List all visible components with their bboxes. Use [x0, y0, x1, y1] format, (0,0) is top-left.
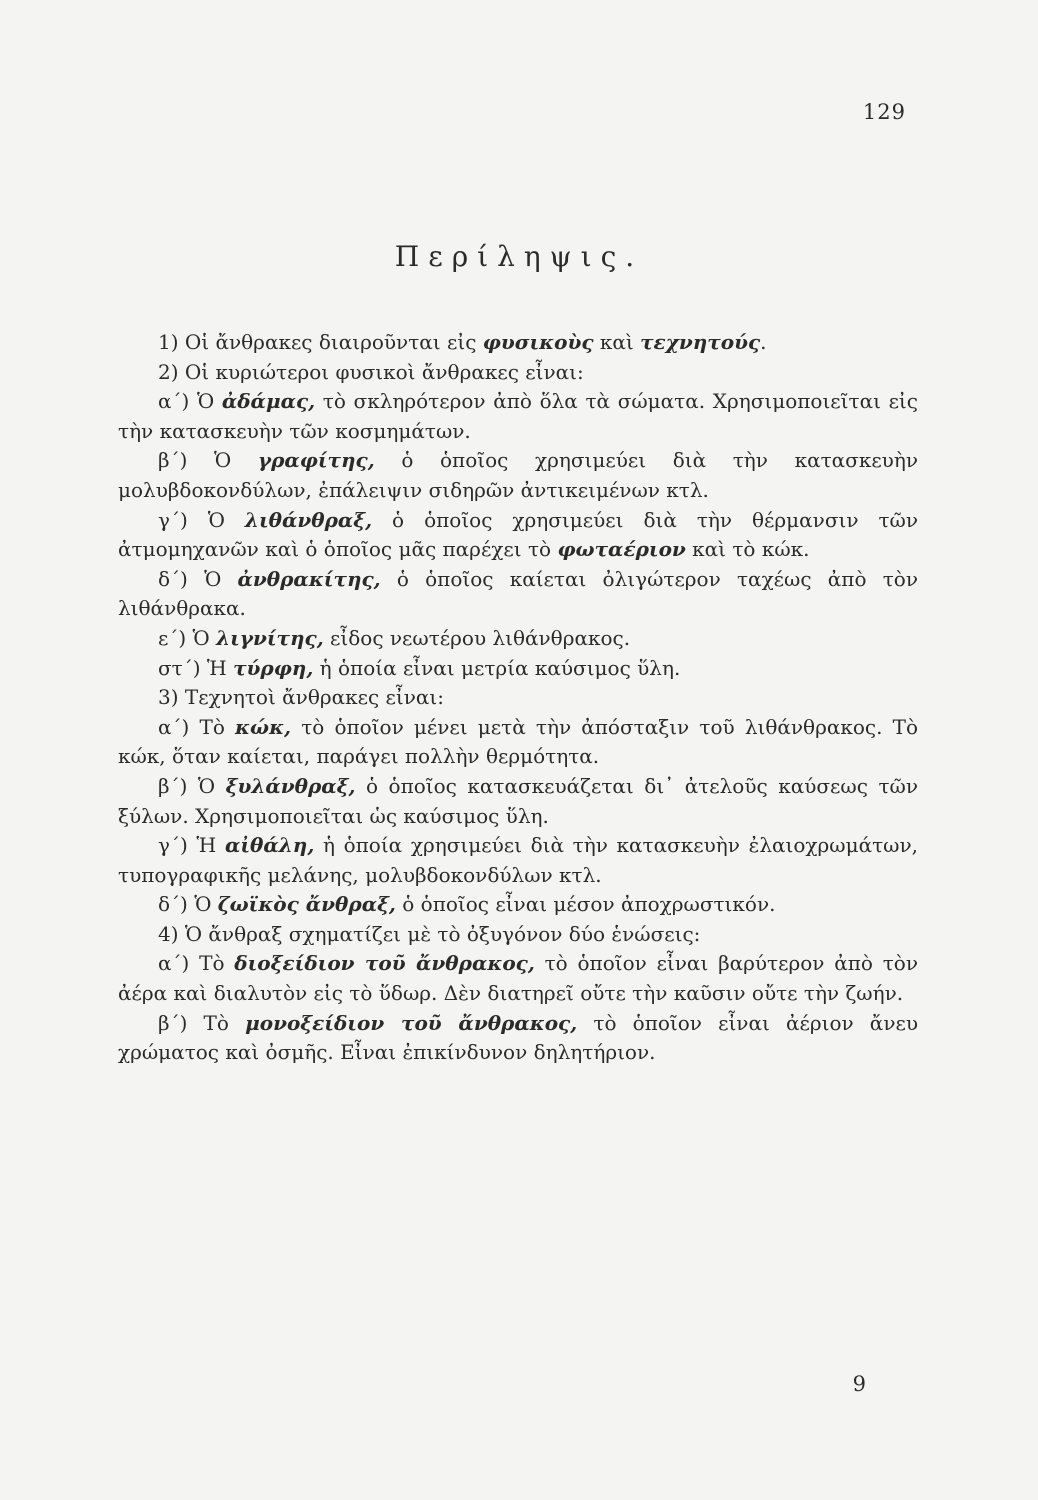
paragraph: 3) Τεχνητοὶ ἄνθρακες εἶναι:: [158, 685, 444, 710]
paragraph: 4) Ὁ ἄνθραξ σχηματίζει μὲ τὸ ὀξυγόνον δύο ἑνώσεις:: [158, 921, 701, 946]
signature-mark: 9: [852, 1372, 866, 1396]
paragraph: γ´) Ὁ λιθάνθραξ, ὁ ὁποῖος χρησιμεύει διὰ τὴν θέρμανσιν τῶν ἀτμομηχανῶν καὶ ὁ ὁποῖος μᾶς παρέχει τὸ φωταέριον καὶ τὸ κώκ.: [118, 507, 918, 562]
paragraph: 2) Οἱ κυριώτεροι φυσικοὶ ἄνθρακες εἶναι:: [158, 359, 584, 384]
paragraph: α´) Τὸ διοξείδιον τοῦ ἄνθρακος, τὸ ὁποῖον εἶναι βαρύτερον ἀπὸ τὸν ἀέρα καὶ διαλυτὸν εἰς τὸ ὕδωρ. Δὲν διατηρεῖ οὔτε τὴν καῦσιν οὔτε τὴν ζωήν.: [118, 951, 918, 1006]
paragraph: α´) Τὸ κώκ, τὸ ὁποῖον μένει μετὰ τὴν ἀπόσταξιν τοῦ λιθάνθρακος. Τὸ κώκ, ὅταν καίεται, παράγει πολλὴν θερμότητα.: [118, 714, 918, 769]
paragraph: α´) Ὁ ἀδάμας, τὸ σκληρότερον ἀπὸ ὅλα τὰ σώματα. Χρησιμοποιεῖται εἰς τὴν κατασκευὴν τῶν κοσμημάτων.: [118, 389, 918, 443]
page-number: 129: [862, 100, 906, 124]
paragraph: δ´) Ὁ ζωϊκὸς ἄνθραξ, ὁ ὁποῖος εἶναι μέσον ἀποχρωστικόν.: [158, 892, 776, 917]
paragraph: ε´) Ὁ λιγνίτης, εἶδος νεωτέρου λιθάνθρακος.: [158, 625, 631, 650]
paragraph: δ´) Ὁ ἀνθρακίτης, ὁ ὁποῖος καίεται ὀλιγώτερον ταχέως ἀπὸ τὸν λιθάνθρακα.: [118, 566, 918, 621]
paragraph: β´) Ὁ ξυλάνθραξ, ὁ ὁποῖος κατασκευάζεται δι᾿ ἀτελοῦς καύσεως τῶν ξύλων. Χρησιμοποιεῖται ὡς καύσιμος ὕλη.: [118, 773, 918, 828]
page-title: Περίληψις.: [394, 240, 644, 273]
paragraph: β´) Τὸ μονοξείδιον τοῦ ἄνθρακος, τὸ ὁποῖον εἶναι ἀέριον ἄνευ χρώματος καὶ ὀσμῆς. Εἶναι ἐπικίνδυνον δηλητήριον.: [118, 1010, 918, 1065]
paragraph: 1) Οἱ ἄνθρακες διαιροῦνται εἰς φυσικοὺς καὶ τεχνητούς.: [158, 330, 767, 354]
summary-body: [118, 328, 918, 1068]
paragraph: γ´) Ἡ αἰθάλη, ἡ ὁποία χρησιμεύει διὰ τὴν κατασκευὴν ἐλαιοχρωμάτων, τυπογραφικῆς μελάνης, μολυβδοκονδύλων κτλ.: [118, 833, 918, 887]
paragraph: β´) Ὁ γραφίτης, ὁ ὁποῖος χρησιμεύει διὰ τὴν κατασκευὴν μολυβδοκονδύλων, ἐπάλειψιν σιδηρῶν ἀντικειμένων κτλ.: [118, 448, 918, 502]
paragraph: στ´) Ἡ τύρφη, ἡ ὁποία εἶναι μετρία καύσιμος ὕλη.: [158, 655, 681, 680]
